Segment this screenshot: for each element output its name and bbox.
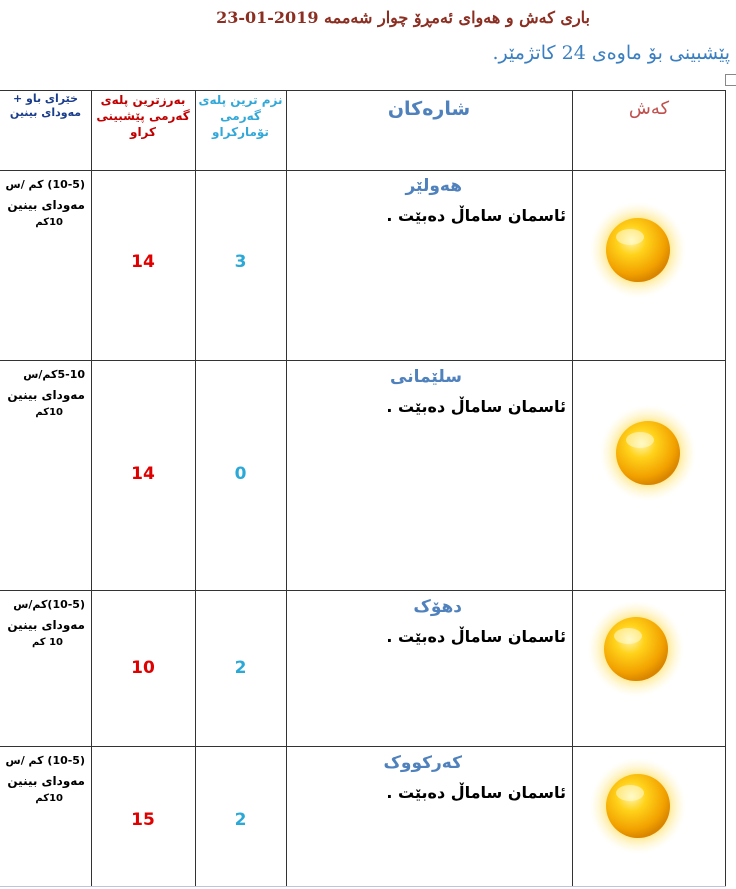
sun-icon <box>588 200 688 300</box>
wind-speed: (10-5) کم /س <box>5 178 85 191</box>
visibility-label: مەودای بینین <box>7 198 85 212</box>
sun-icon <box>598 403 698 503</box>
max-temp-value: 15 <box>131 810 155 830</box>
sun-icon <box>586 599 686 699</box>
table-row-wind <box>0 362 91 590</box>
min-temp-value: 2 <box>234 810 247 830</box>
header-wind-visibility: خێرای باو + مەودای بینین <box>9 92 82 119</box>
resize-handle[interactable] <box>725 74 736 86</box>
visibility-value: 10کم <box>35 217 63 228</box>
city-name: کەرکووک <box>383 753 462 773</box>
visibility-label: مەودای بینین <box>7 774 85 788</box>
header-max-temp: بەرزترین پلەی گەرمی پێشبینی کراو <box>96 93 190 139</box>
weather-table <box>0 90 726 889</box>
wind-speed: (10-5)کم/س <box>13 598 85 611</box>
header-city: شارەکان <box>387 98 471 120</box>
weather-condition: ئاسمان ساماڵ دەبێت . <box>386 783 566 802</box>
page-subtitle: پێشبینی بۆ ماوەی 24 کاتژمێر. <box>492 42 730 64</box>
min-temp-value: 3 <box>234 252 247 272</box>
weather-condition: ئاسمان ساماڵ دەبێت . <box>386 627 566 646</box>
visibility-value: 10کم <box>35 407 63 418</box>
min-temp-value: 0 <box>234 464 247 484</box>
header-min-temp: نزم ترین پلەی گەرمی تۆمارکراو <box>198 93 283 139</box>
max-temp-value: 14 <box>131 464 155 484</box>
header-weather: کەش <box>628 98 670 119</box>
table-row-wind <box>0 748 91 886</box>
max-temp-value: 10 <box>131 658 155 678</box>
page-title: باری کەش و هەوای ئەمڕۆ چوار شەممە 2019-01-23 <box>216 8 590 27</box>
wind-speed: (10-5) کم /س <box>5 754 85 767</box>
visibility-value: 10 کم <box>31 637 63 648</box>
city-name: سلێمانی <box>390 367 462 387</box>
visibility-label: مەودای بینین <box>7 388 85 402</box>
sun-icon <box>588 756 688 856</box>
min-temp-value: 2 <box>234 658 247 678</box>
weather-condition: ئاسمان ساماڵ دەبێت . <box>386 397 566 416</box>
table-row-wind <box>0 592 91 746</box>
visibility-value: 10کم <box>35 793 63 804</box>
wind-speed: 5-10کم/س <box>23 368 85 381</box>
visibility-label: مەودای بینین <box>7 618 85 632</box>
city-name: دهۆک <box>413 597 462 617</box>
max-temp-value: 14 <box>131 252 155 272</box>
weather-condition: ئاسمان ساماڵ دەبێت . <box>386 206 566 225</box>
city-name: هەولێر <box>405 176 462 196</box>
table-row-wind <box>0 172 91 360</box>
